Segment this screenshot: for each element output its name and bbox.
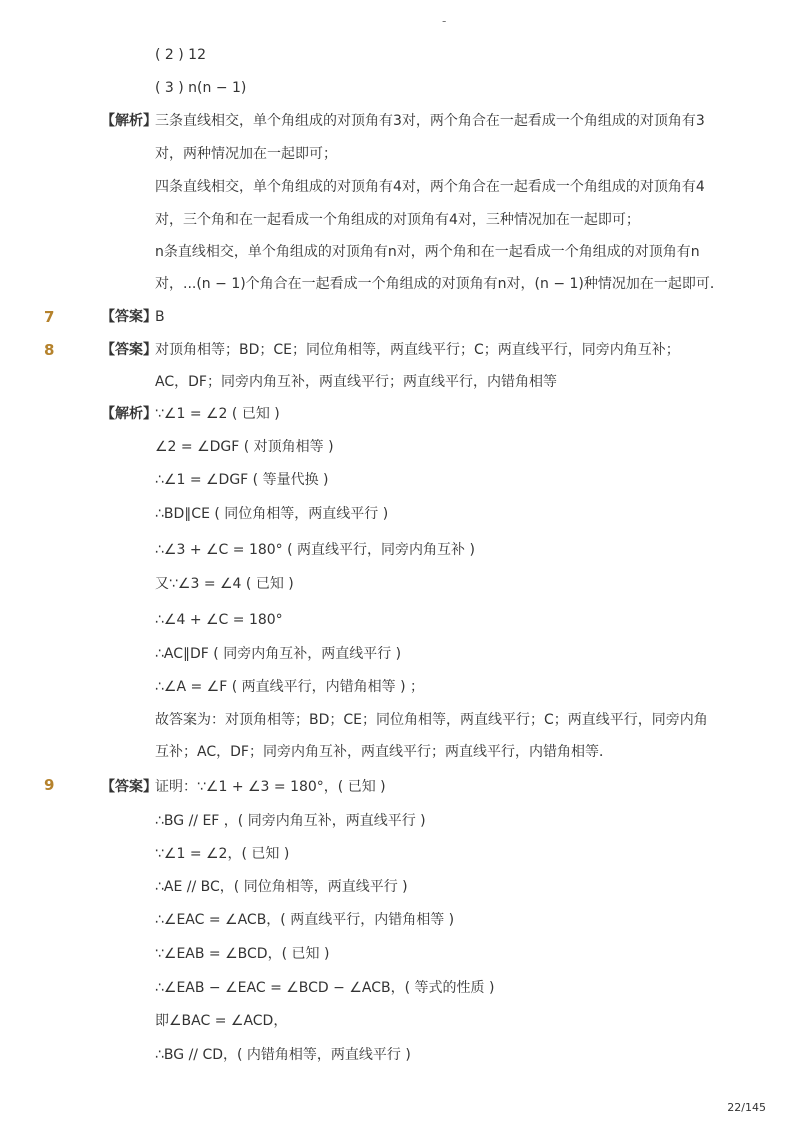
summary-line: 故答案为：对顶角相等；BD；CE；同位角相等，两直线平行；C；两直线平行，同旁内角 [155, 712, 708, 728]
proof-line: ∴BG // EF ，( 同旁内角互补，两直线平行 ) [155, 813, 426, 829]
summary-line: 互补；AC，DF；同旁内角互补，两直线平行；两直线平行，内错角相等． [155, 744, 613, 760]
proof-line: ∴AE // BC，( 同位角相等，两直线平行 ) [155, 879, 408, 895]
analysis-tag-q8: 【解析】 [101, 406, 157, 422]
analysis-line: 对，...(n − 1)个角合在一起看成一个角组成的对顶角有n对，(n − 1)种情况加在一起即可． [155, 276, 724, 292]
proof-line: 证明：∵∠1 + ∠3 = 180°，( 已知 ) [155, 779, 386, 795]
proof-line: 即∠BAC = ∠ACD， [155, 1013, 288, 1029]
answer-tag-q7: 【答案】 [101, 309, 157, 325]
proof-line: ∴AC∥DF ( 同旁内角互补，两直线平行 ) [155, 646, 402, 662]
question-number-9: 9 [44, 776, 55, 794]
answer-line: 对顶角相等；BD；CE；同位角相等，两直线平行；C；两直线平行，同旁内角互补； [155, 342, 680, 358]
answer-q7: B [155, 309, 165, 325]
proof-line: ∴∠3 + ∠C = 180° ( 两直线平行，同旁内角互补 ) [155, 542, 475, 558]
answer-line-2: ( 2 ) 12 [155, 47, 206, 63]
analysis-line: n条直线相交，单个角组成的对顶角有n对，两个角和在一起看成一个角组成的对顶角有n [155, 244, 700, 260]
page-number: 22/145 [727, 1101, 766, 1114]
proof-line: ∴∠4 + ∠C = 180° [155, 612, 283, 628]
proof-line: ∠2 = ∠DGF ( 对顶角相等 ) [155, 439, 334, 455]
analysis-line: 四条直线相交，单个角组成的对顶角有4对，两个角合在一起看成一个角组成的对顶角有4 [155, 179, 705, 195]
proof-line: ∴∠EAC = ∠ACB，( 两直线平行，内错角相等 ) [155, 912, 455, 928]
proof-line: ∵∠EAB = ∠BCD，( 已知 ) [155, 946, 330, 962]
analysis-line: 对，三个角和在一起看成一个角组成的对顶角有4对，三种情况加在一起即可； [155, 212, 640, 228]
proof-line: ∴∠EAB − ∠EAC = ∠BCD − ∠ACB，( 等式的性质 ) [155, 980, 495, 996]
header-mark: - [442, 14, 447, 28]
answer-line-3: ( 3 ) n(n − 1) [155, 80, 247, 96]
proof-line: ∵∠1 = ∠2 ( 已知 ) [155, 406, 280, 422]
proof-line: ∴BD∥CE ( 同位角相等，两直线平行 ) [155, 506, 389, 522]
proof-line: ∴∠1 = ∠DGF ( 等量代换 ) [155, 472, 329, 488]
proof-line: ∴∠A = ∠F ( 两直线平行，内错角相等 ) ； [155, 679, 424, 695]
answer-tag-q8: 【答案】 [101, 342, 157, 358]
answer-tag-q9: 【答案】 [101, 779, 157, 795]
proof-line: ∴BG // CD，( 内错角相等，两直线平行 ) [155, 1047, 411, 1063]
proof-line: ∵∠1 = ∠2，( 已知 ) [155, 846, 290, 862]
analysis-line: 三条直线相交，单个角组成的对顶角有3对，两个角合在一起看成一个角组成的对顶角有3 [155, 113, 705, 129]
question-number-8: 8 [44, 341, 55, 359]
question-number-7: 7 [44, 308, 55, 326]
proof-line: 又∵∠3 = ∠4 ( 已知 ) [155, 576, 294, 592]
analysis-tag-q6: 【解析】 [101, 113, 157, 129]
answer-line: AC，DF；同旁内角互补，两直线平行；两直线平行，内错角相等 [155, 374, 557, 390]
analysis-line: 对，两种情况加在一起即可； [155, 146, 337, 162]
